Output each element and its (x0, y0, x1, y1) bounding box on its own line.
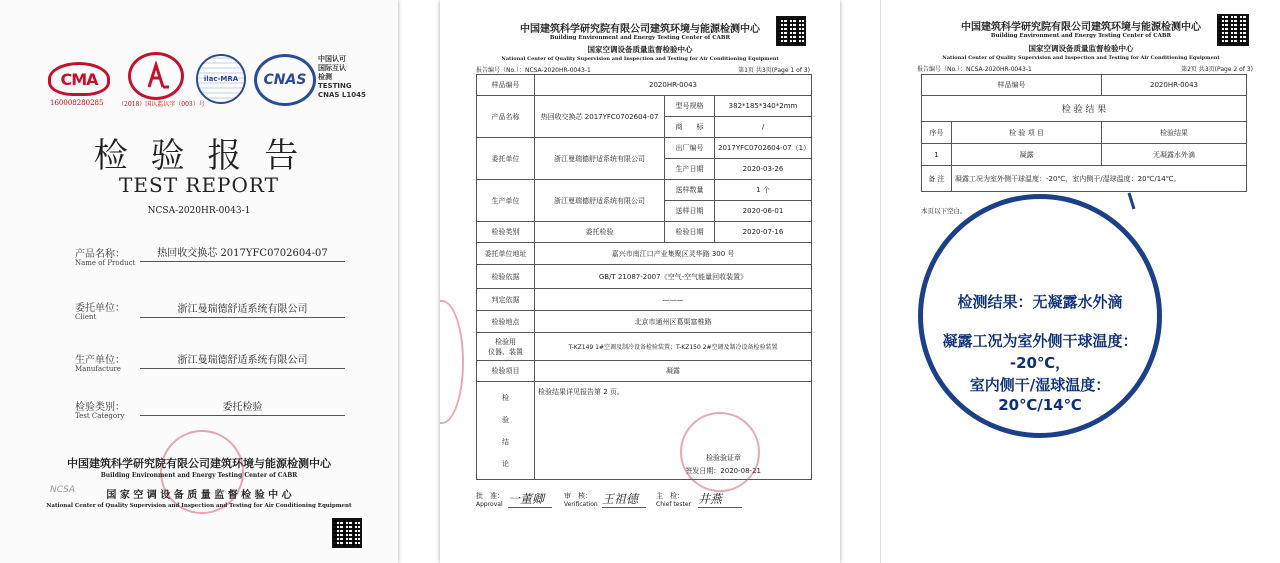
result-title-cell: 检 验 结 果 (922, 96, 1247, 122)
callout-line: -20℃， (1009, 354, 1071, 372)
signature-approval: 一董卿 (508, 490, 552, 508)
cover-footer-en2: National Center of Quality Supervision and Inspection and Testing for Air Conditioning Equipment (46, 503, 352, 509)
callout-line: 室内侧干/湿球温度： (969, 376, 1111, 394)
p2-page-no: 第2页 共3页(Page 2 of 3) (1181, 66, 1253, 73)
cma-number: 160008280285 (50, 99, 104, 107)
cell: 出厂编号 (665, 138, 715, 159)
cell: 送样数量 (665, 180, 715, 201)
conclusion-char: 检 (502, 393, 509, 402)
cell: 382*185*340*2mm (715, 96, 812, 117)
header-cell: 检 验 项 目 (952, 122, 1102, 144)
conclusion-char: 验 (502, 415, 509, 424)
ncsa-mark: NCSA (50, 485, 76, 495)
conclusion-text: 检验结果详见报告第 2 页。 (538, 388, 624, 396)
cell: 检验日期 (665, 222, 715, 243)
cell: 2020-07-16 (715, 222, 812, 243)
cell: 样品编号 (922, 75, 1102, 96)
cell: 备 注 (922, 166, 952, 192)
cover-footer-cn1: 中国建筑科学研究院有限公司建筑环境与能源检测中心 (67, 457, 331, 470)
client-label: 委托单位： (75, 303, 125, 314)
manufacturer-label-en: Manufacture (75, 365, 121, 373)
test-category-label-en: Test Category (75, 412, 125, 420)
conclusion-char: 结 (502, 437, 509, 446)
sign-label-en: Approval (476, 501, 503, 508)
cell: 检验用 仪器、装置 (477, 333, 535, 361)
callout-line: 凝露工况为室外侧干球温度： (942, 332, 1138, 350)
callout-line: 检测结果：无凝露水外滴 (957, 293, 1123, 311)
cover-footer-en1: Building Environment and Energy Testing Center of CABR (100, 472, 298, 479)
cell: 2020HR-0043 (1102, 75, 1247, 96)
cover-footer-cn2: 国 家 空 调 设 备 质 量 监 督 检 验 中 心 (106, 490, 292, 501)
cell: 委托单位 (477, 138, 535, 180)
signature-chief-tester: 井燕 (698, 490, 742, 508)
cell: 委托检验 (535, 222, 665, 243)
p1-report-no: 报告编号（No.）：NCSA-2020HR-0043-1 (476, 67, 591, 74)
cnas-side-line: TESTING (318, 82, 352, 90)
cell: 2017YFC0702604-07（1） (715, 138, 812, 159)
cell: 浙江曼瑞德舒适系统有限公司 (535, 138, 665, 180)
cell: 检验依据 (477, 265, 535, 289)
p1-header-cn2: 国家空调设备质量监督检验中心 (587, 45, 693, 54)
signature-verification: 王祖德 (602, 490, 646, 508)
cell: 凝露 (952, 144, 1102, 166)
manufacturer-value: 浙江曼瑞德舒适系统有限公司 (140, 351, 345, 369)
sign-label-en: Verification (564, 501, 598, 508)
cma-logo: CMA (48, 62, 110, 96)
sign-label: 批 准： (476, 492, 504, 500)
cell: 凝露 (535, 361, 812, 382)
cell: 北京市通州区葛渠富椎路 (535, 311, 812, 333)
p1-header-en1: Building Environment and Energy Testing Center of CABR (549, 35, 731, 41)
cell: GB/T 21087-2007《空气-空气能量回收装置》 (535, 265, 812, 289)
cell: / (715, 117, 812, 138)
cell: 生产日期 (665, 159, 715, 180)
cell: 1 (922, 144, 952, 166)
cell: 热回收交换芯 2017YFC0702604-07 (535, 96, 665, 138)
header-cell: 序号 (922, 122, 952, 144)
result-callout (918, 194, 1162, 438)
cell: ——— (535, 289, 812, 311)
product-name-label-en: Name of Product (75, 259, 136, 267)
cell: 型号规格 (665, 96, 715, 117)
cnas-side-line: 中国认可 (318, 55, 346, 63)
cell: 2020HR-0043 (535, 75, 812, 96)
cell: 商 标 (665, 117, 715, 138)
client-label-en: Client (75, 313, 97, 321)
p2-header-en2: National Center of Quality Supervision and Inspection and Testing for Air Conditioning Equipment (942, 55, 1220, 61)
report-title-en: TEST REPORT (119, 173, 279, 197)
cnas-side-line: CNAS L1045 (318, 91, 366, 99)
cell: 生产单位 (477, 180, 535, 222)
p2-header-cn1: 中国建筑科学研究院有限公司建筑环境与能源检测中心 (961, 22, 1201, 33)
cell: 判定依据 (477, 289, 535, 311)
cell: 嘉兴市南江口产业集聚区灵华路 300 号 (535, 243, 812, 265)
cell: 委托单位地址 (477, 243, 535, 265)
cell: 送样日期 (665, 201, 715, 222)
blank-below-note: 本页以下空白。 (921, 207, 967, 215)
p2-header-cn2: 国家空调设备质量监督检验中心 (1028, 44, 1134, 53)
header-cell: 检验结果 (1102, 122, 1247, 144)
product-name-value: 热回收交换芯 2017YFC0702604-07 (140, 244, 345, 262)
seal-label: 检验验证章 (706, 454, 741, 462)
cnas-logo: CNAS (254, 54, 316, 106)
cell: 1 个 (715, 180, 812, 201)
p1-header-cn1: 中国建筑科学研究院有限公司建筑环境与能源检测中心 (520, 24, 760, 35)
cell: 检验项目 (477, 361, 535, 382)
cell: 样品编号 (477, 75, 535, 96)
cell: 浙江曼瑞德舒适系统有限公司 (535, 180, 665, 222)
product-name-label: 产品名称： (75, 249, 125, 260)
sign-label-en: Chief tester (656, 501, 692, 508)
cnas-side-line: 国际互认 (318, 64, 346, 72)
cnas-side-line: 检测 (318, 73, 332, 81)
report-title-cn: 检 验 报 告 (93, 136, 305, 176)
report-number: NCSA-2020HR-0043-1 (147, 206, 251, 216)
callout-line: 20℃/14℃ (998, 396, 1082, 414)
ilac-mra-logo: ilac-MRA (196, 54, 246, 104)
test-category-label: 检验类别： (75, 402, 125, 413)
note-cell: 凝露工况为室外侧干球温度：-20℃，室内侧干/湿球温度：20℃/14℃。 (952, 166, 1247, 192)
sign-label: 审 核： (564, 492, 592, 500)
cell: 2020-06-01 (715, 201, 812, 222)
manufacturer-label: 生产单位： (75, 355, 125, 366)
cell: 检验类别 (477, 222, 535, 243)
issue-date: 签发日期：2020-08-21 (685, 467, 761, 475)
conclusion-char: 论 (502, 459, 509, 468)
cell: T-KZ149 1#空调及制冷设备检验装置；T-KZ150 2#空调及制冷设备检验装置 (535, 333, 812, 361)
cell: 无凝露水外滴 (1102, 144, 1247, 166)
test-category-value: 委托检验 (140, 398, 345, 416)
p2-header-en1: Building Environment and Energy Testing Center of CABR (990, 33, 1172, 39)
cell: 2020-03-26 (715, 159, 812, 180)
cal-caption: （2018）国认监认字（003）号 (118, 101, 205, 108)
p2-report-no: 报告编号（No.）：NCSA-2020HR-0043-1 (917, 66, 1032, 73)
cell: 产品名称 (477, 96, 535, 138)
p1-header-en2: National Center of Quality Supervision and Inspection and Testing for Air Conditioning Equipment (501, 56, 779, 62)
cell: 检验地点 (477, 311, 535, 333)
client-value: 浙江曼瑞德舒适系统有限公司 (140, 300, 345, 318)
sign-label: 主 检： (656, 492, 684, 500)
p1-page-no: 第1页 共3页(Page 1 of 3) (738, 67, 810, 74)
